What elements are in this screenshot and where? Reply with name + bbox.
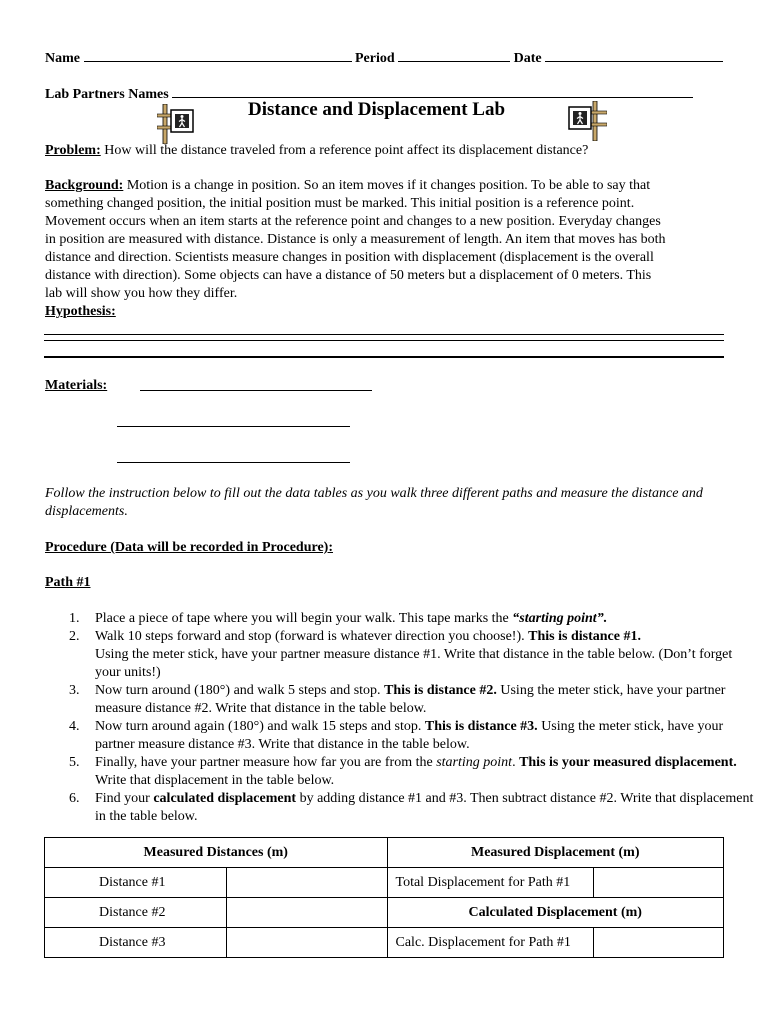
- list-item: [45, 790, 759, 826]
- walk-signal-icon: [567, 101, 607, 141]
- header-line-1: [45, 47, 723, 68]
- table-row: [45, 838, 724, 868]
- name-field[interactable]: [84, 47, 352, 62]
- measured-distances-header: Measured Distances (m): [45, 838, 388, 868]
- page-title: Distance and Displacement Lab: [248, 99, 506, 120]
- step-text: Now turn around again (180°) and walk 15 steps and stop.: [95, 719, 425, 734]
- calculated-displacement-header: Calculated Displacement (m): [387, 898, 724, 928]
- step-emphasis: This is distance #2.: [384, 683, 497, 698]
- problem-section: [45, 142, 727, 160]
- distance1-label: Distance #1: [45, 868, 227, 898]
- step-text: Using the meter stick, have your partner measure distance #1. Write that distance in the table below. (Don’t forget your units!): [95, 647, 733, 680]
- table-row: [45, 868, 724, 898]
- step-text: Finally, have your partner measure how far you are from the: [95, 755, 437, 770]
- step-text: Place a piece of tape where you will begin your walk. This tape marks the: [95, 611, 513, 626]
- step-text: Now turn around (180°) and walk 5 steps and stop.: [95, 683, 385, 698]
- background-section: [45, 177, 727, 303]
- step-emphasis: This is your measured displacement.: [519, 755, 737, 770]
- problem-text: How will the distance traveled from a reference point affect its displacement distance?: [104, 143, 589, 158]
- materials-field-3[interactable]: [117, 448, 350, 463]
- step-number: 3.: [69, 683, 80, 698]
- measured-displacement-header: Measured Displacement (m): [387, 838, 724, 868]
- walk-signal-icon: [157, 104, 197, 144]
- step-text: Find your: [95, 791, 154, 806]
- date-label: Date: [513, 51, 542, 66]
- distance2-label: Distance #2: [45, 898, 227, 928]
- calc-displacement-input-cell[interactable]: [594, 928, 724, 958]
- problem-label: Problem:: [45, 143, 101, 158]
- total-displacement-label: Total Displacement for Path #1: [387, 868, 594, 898]
- step-text: Walk 10 steps forward and stop (forward is whatever direction you choose!).: [95, 629, 529, 644]
- period-field[interactable]: [398, 47, 510, 62]
- list-item: [45, 718, 759, 754]
- background-line: in position are measured with distance. Distance is only a measurement of length. An item that moves has both: [45, 232, 666, 247]
- step-number: 2.: [69, 629, 80, 644]
- step-text: Using the meter stick, have your partner measure distance #2. Write that distance in the table below.: [95, 683, 726, 716]
- hypothesis-label: Hypothesis:: [45, 304, 116, 319]
- list-item: [45, 610, 759, 628]
- background-label: Background:: [45, 178, 124, 193]
- background-line: distance and direction. Scientists measure changes in position with displacement (displacement is the overall: [45, 250, 654, 265]
- list-item: [45, 682, 759, 718]
- table-row: [45, 928, 724, 958]
- section-divider: [44, 356, 724, 358]
- calc-displacement-label: Calc. Displacement for Path #1: [387, 928, 594, 958]
- step-text: Using the meter stick, have your partner measure distance #3. Write that distance in the table below.: [95, 719, 724, 752]
- step-number: 1.: [69, 611, 80, 626]
- name-label: Name: [45, 51, 80, 66]
- data-table: [44, 837, 724, 958]
- step-italic: starting point: [436, 755, 513, 770]
- list-item: [45, 754, 759, 790]
- partners-field[interactable]: [172, 83, 693, 98]
- step-emphasis: “starting point”.: [512, 611, 608, 626]
- table-row: [45, 898, 724, 928]
- step-text: Write that displacement in the table below.: [95, 773, 335, 788]
- list-item: [45, 628, 759, 682]
- step-number: 4.: [69, 719, 80, 734]
- procedure-heading: Procedure (Data will be recorded in Procedure):: [45, 540, 333, 555]
- background-line: Movement occurs when an item starts at the reference point and changes to a new position. Everyday changes: [45, 214, 661, 229]
- materials-field-2[interactable]: [117, 412, 350, 427]
- background-line: distance with direction). Some objects can have a distance of 50 meters but a displacement of 0 meters. This: [45, 268, 652, 283]
- distance3-input-cell[interactable]: [226, 928, 387, 958]
- distance3-label: Distance #3: [45, 928, 227, 958]
- path-heading: Path #1: [45, 575, 91, 590]
- instruction-text: Follow the instruction below to fill out the data tables as you walk three different paths and measure the distance and displacements.: [45, 486, 703, 519]
- materials-field-1[interactable]: [140, 376, 372, 391]
- step-text: .: [512, 755, 520, 770]
- hypothesis-line-1[interactable]: [44, 334, 724, 335]
- step-text: by adding distance #1 and #3. Then subtract distance #2. Write that displacement in the table below.: [95, 791, 754, 824]
- total-displacement-input-cell[interactable]: [594, 868, 724, 898]
- partners-label: Lab Partners Names: [45, 87, 169, 102]
- date-field[interactable]: [545, 47, 723, 62]
- background-line: lab will show you how they differ.: [45, 286, 238, 301]
- background-line: Motion is a change in position. So an item moves if it changes position. To be able to say that: [126, 178, 651, 193]
- step-number: 6.: [69, 791, 80, 806]
- step-emphasis: This is distance #3.: [424, 719, 538, 734]
- step-number: 5.: [69, 755, 80, 770]
- distance1-input-cell[interactable]: [226, 868, 387, 898]
- background-line: something changed position, the initial position must be marked. This initial position is a reference point.: [45, 196, 635, 211]
- materials-label: Materials:: [45, 378, 108, 393]
- period-label: Period: [355, 51, 395, 66]
- hypothesis-line-2[interactable]: [44, 340, 724, 341]
- step-emphasis: This is distance #1.: [528, 629, 641, 644]
- procedure-steps: [45, 610, 759, 826]
- distance2-input-cell[interactable]: [226, 898, 387, 928]
- step-emphasis: calculated displacement: [153, 791, 297, 806]
